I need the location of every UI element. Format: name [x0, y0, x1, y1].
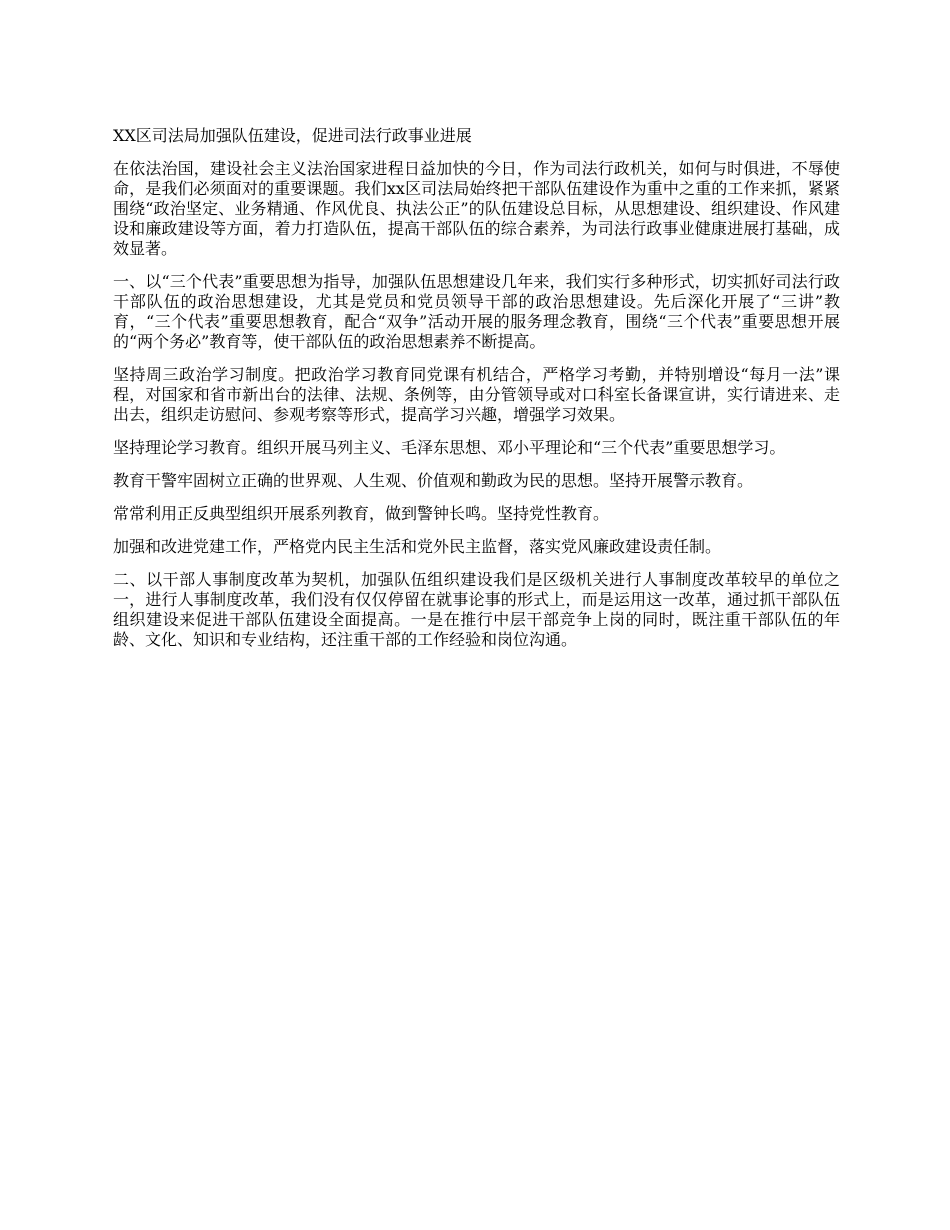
paragraph-section-two: 二、以干部人事制度改革为契机，加强队伍组织建设我们是区级机关进行人事制度改革较早的单位之一，进行人事制度改革，我们没有仅仅停留在就事论事的形式上，而是运用这一改革，通过抓干部队伍组织建设来促进干部队伍建设全面提高。一是在推行中层干部竞争上岗的同时，既注重干部队伍的年龄、文化、知识和专业结构，还注重干部的工作经验和岗位沟通。: [113, 570, 840, 649]
paragraph-party-building: 加强和改进党建工作，严格党内民主生活和党外民主监督，落实党风廉政建设责任制。: [113, 537, 722, 556]
paragraph-section-one: 一、以“三个代表”重要思想为指导，加强队伍思想建设几年来，我们实行多种形式，切实抓好司法行政干部队伍的政治思想建设，尤其是党员和党员领导干部的政治思想建设。先后深化开展了“三讲”教育，“三个代表”重要思想教育，配合“双争”活动开展的服务理念教育，围绕“三个代表”重要思想开展的“两个务必”教育等，使干部队伍的政治思想素养不断提高。: [113, 272, 840, 351]
paragraph-typical-education: 常常利用正反典型组织开展系列教育，做到警钟长鸣。坚持党性教育。: [113, 504, 610, 523]
paragraph-theory-study: 坚持理论学习教育。组织开展马列主义、毛泽东思想、邓小平理论和“三个代表”重要思想学习。: [113, 438, 786, 457]
document-page: [113, 126, 840, 663]
document-title: XX区司法局加强队伍建设，促进司法行政事业进展: [113, 126, 472, 145]
paragraph-intro: 在依法治国，建设社会主义法治国家进程日益加快的今日，作为司法行政机关，如何与时俱进，不辱使命，是我们必须面对的重要课题。我们xx区司法局始终把干部队伍建设作为重中之重的工作来抓，紧紧围绕“政治坚定、业务精通、作风优良、执法公正”的队伍建设总目标，从思想建设、组织建设、作风建设和廉政建设等方面，着力打造队伍，提高干部队伍的综合素养，为司法行政事业健康进展打基础，成效显著。: [113, 159, 840, 258]
paragraph-worldview-education: 教育干警牢固树立正确的世界观、人生观、价值观和勤政为民的思想。坚持开展警示教育。: [113, 471, 754, 490]
paragraph-wednesday-study: 坚持周三政治学习制度。把政治学习教育同党课有机结合，严格学习考勤，并特别增设“每月一法”课程，对国家和省市新出台的法律、法规、条例等，由分管领导或对口科室长备课宣讲，实行请进来、走出去，组织走访慰问、参观考察等形式，提高学习兴趣，增强学习效果。: [113, 365, 840, 424]
